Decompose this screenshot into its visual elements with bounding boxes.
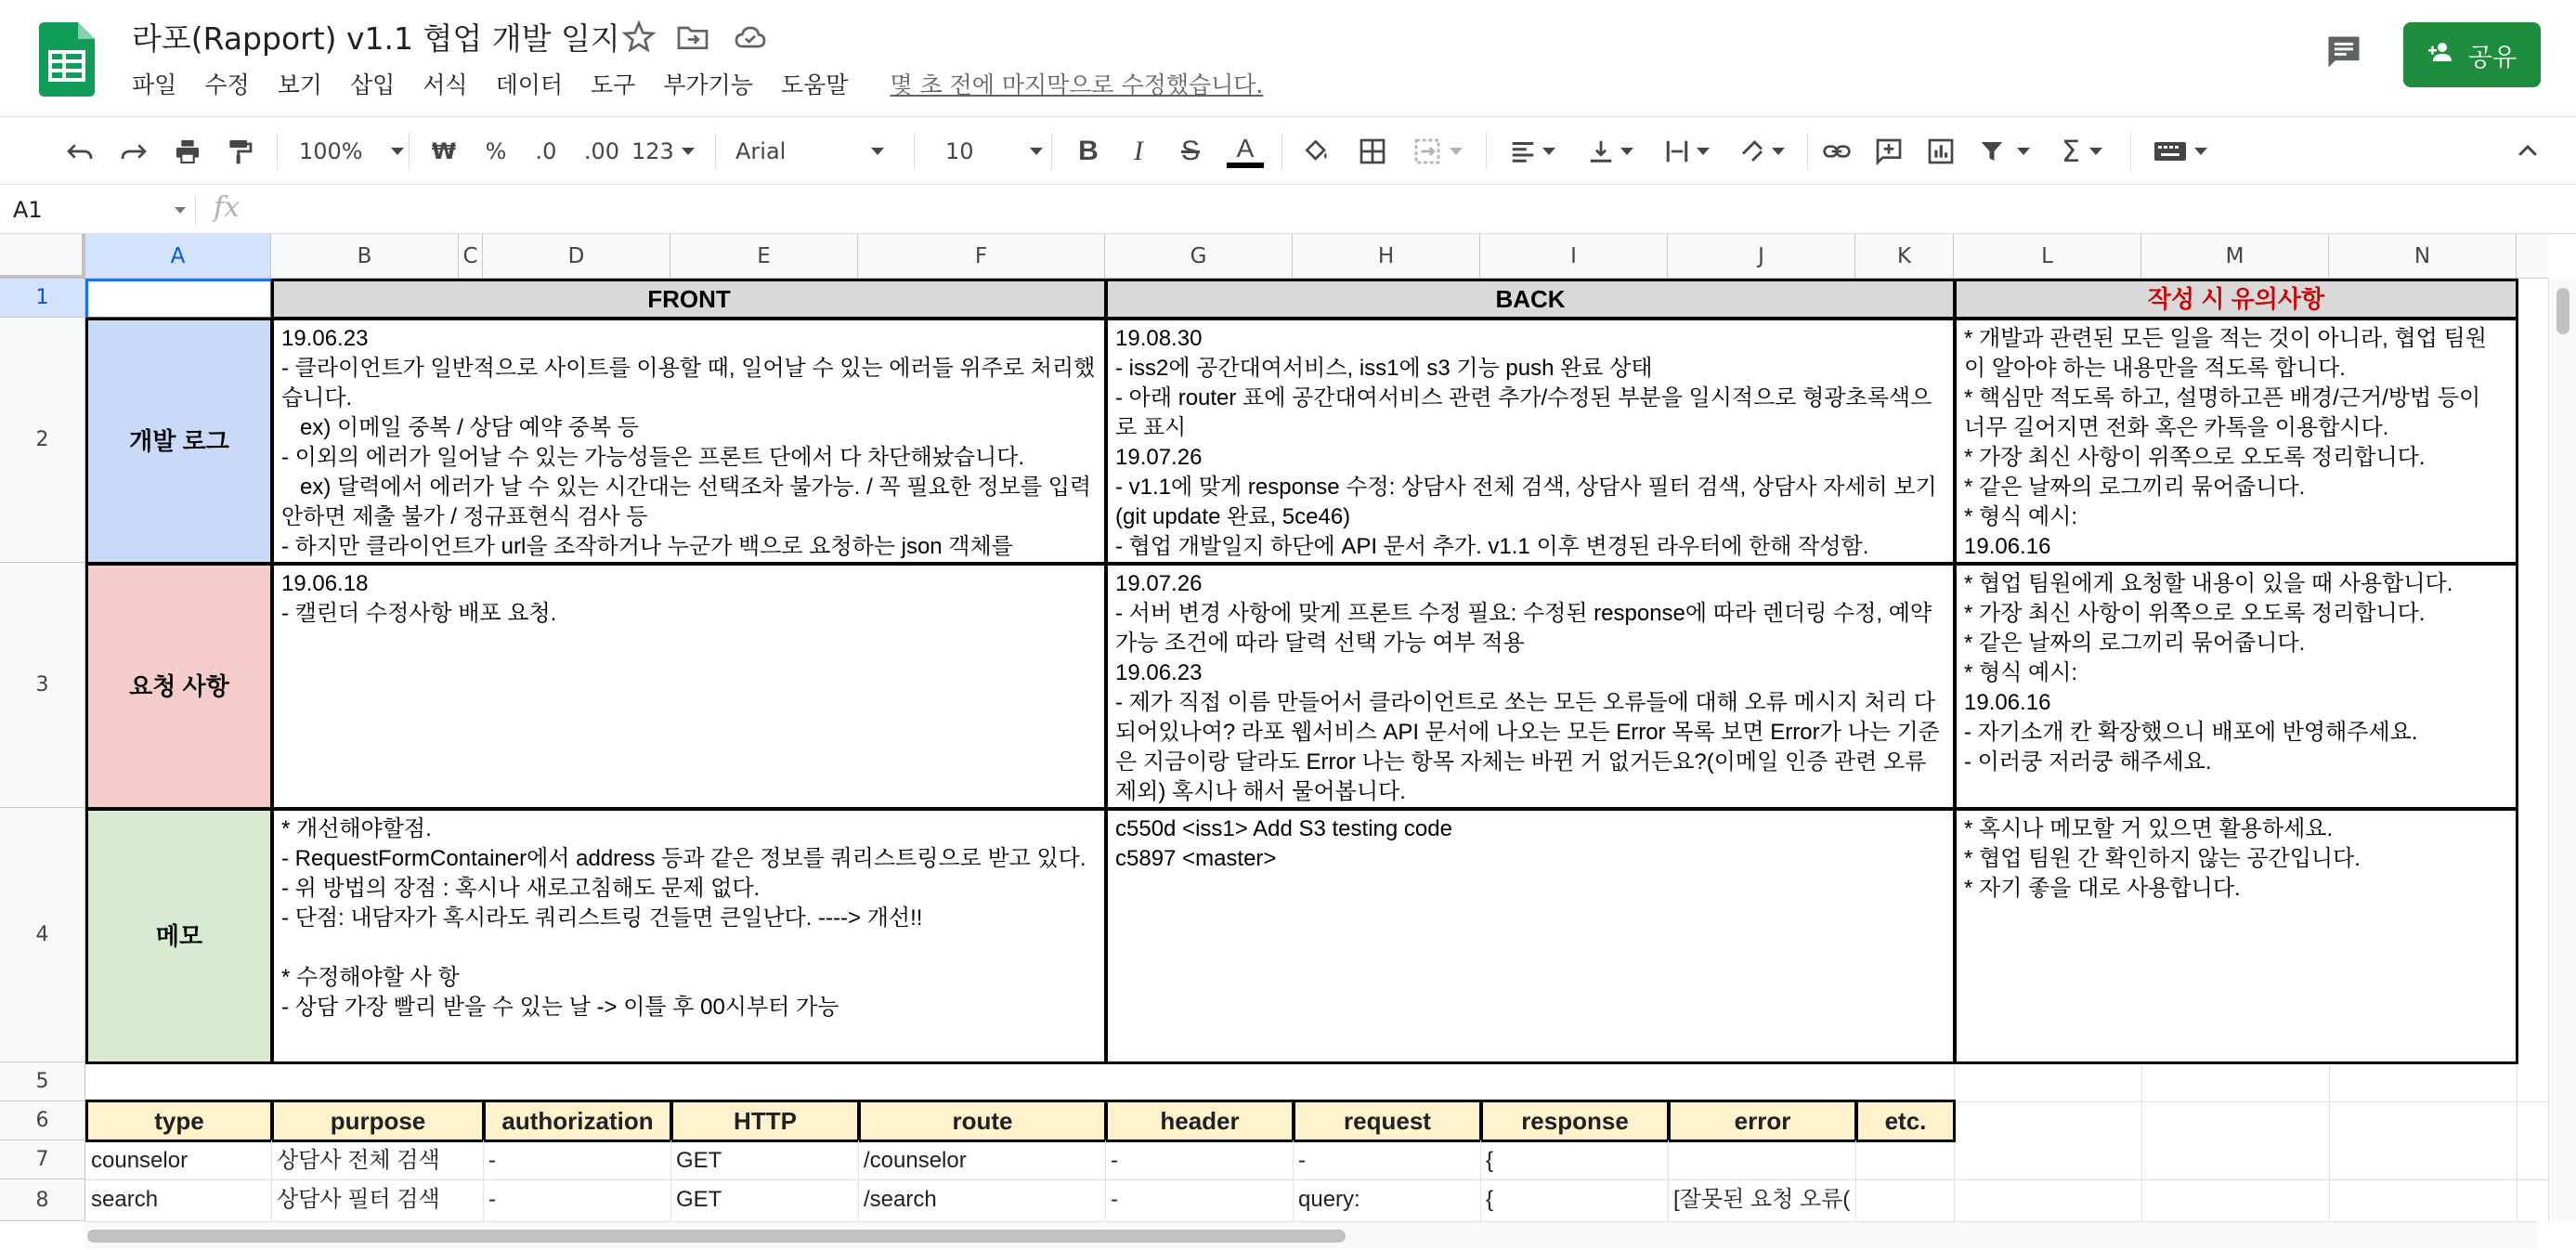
font-family-select[interactable] xyxy=(735,131,884,172)
borders-icon[interactable] xyxy=(1354,131,1391,172)
row-header-5[interactable]: 5 xyxy=(0,1062,85,1101)
api-cell[interactable]: 상담사 필터 검색 xyxy=(277,1187,440,1212)
api-cell[interactable]: - xyxy=(1111,1187,1118,1212)
column-header-l[interactable]: L xyxy=(1954,234,2141,279)
text-line: 19.07.26 xyxy=(1115,571,1203,596)
requests-back[interactable] xyxy=(1105,563,1956,810)
menu-edit[interactable]: 수정 xyxy=(204,72,250,98)
memo-notes[interactable] xyxy=(1954,808,2518,1064)
text-line: * 같은 날짜의 로그끼리 묶어줍니다. xyxy=(1964,631,2306,656)
row-header-6[interactable]: 6 xyxy=(0,1101,85,1140)
api-cell[interactable]: { xyxy=(1486,1187,1494,1212)
text-line: c550d <iss1> Add S3 testing code xyxy=(1115,816,1452,841)
percent-format-button[interactable]: % xyxy=(485,138,507,164)
chevron-down-icon xyxy=(2089,148,2102,155)
dev-log-notes[interactable] xyxy=(1954,318,2518,565)
text-line: - 서버 변경 사항에 맞게 프론트 수정 필요: 수정된 response에 따라 렌더링 수정, 예약 가능 조건에 따라 달력 선택 가능 여부 적용 xyxy=(1115,601,1938,656)
text-line: * 개선해야할점. xyxy=(281,816,432,841)
column-header-f[interactable]: F xyxy=(858,234,1105,279)
vertical-align-icon[interactable] xyxy=(1582,131,1638,172)
text-rotation-icon[interactable] xyxy=(1731,131,1792,172)
api-header-etc[interactable]: etc. xyxy=(1855,1100,1956,1142)
text-line: * 가장 최신 사항이 위쪽으로 오도록 정리합니다. xyxy=(1964,601,2426,626)
text-wrap-icon[interactable] xyxy=(1659,131,1714,172)
text-line: 19.06.16 xyxy=(1964,534,2051,559)
horizontal-scrollbar[interactable] xyxy=(85,1221,2537,1249)
text-line: * 개발과 관련된 모든 일을 적는 것이 아니라, 협업 팀원이 알아야 하는 내용만을 적도록 합니다. xyxy=(1964,326,2487,381)
text-line: ex) 이메일 중복 / 상담 예약 중복 등 xyxy=(281,415,639,440)
cell-a1-selected[interactable] xyxy=(85,279,273,319)
menu-insert[interactable]: 삽입 xyxy=(349,72,396,98)
text-line: - 위 방법의 장점 : 혹시나 새로고침해도 문제 없다. xyxy=(281,876,761,901)
menu-tools[interactable]: 도구 xyxy=(591,72,636,98)
text-line: ex) 달력에서 에러가 날 수 있는 시간대는 선택조차 불가능. / 꼭 필요한 정보를 입력 안하면 제출 불가 / 정규표현식 검사 등 xyxy=(281,475,1098,529)
text-line: 19.06.23 xyxy=(1115,660,1203,685)
chevron-down-icon xyxy=(871,148,884,155)
last-edit-link[interactable]: 몇 초 전에 마지막으로 수정했습니다. xyxy=(890,72,1264,98)
zoom-select[interactable] xyxy=(299,131,404,172)
chevron-down-icon xyxy=(1542,148,1555,155)
row-header-3[interactable]: 3 xyxy=(0,563,85,808)
chevron-down-icon xyxy=(175,207,186,214)
chevron-down-icon xyxy=(1697,148,1710,155)
column-header-m[interactable]: M xyxy=(2141,234,2329,279)
sheets-logo-icon[interactable] xyxy=(39,22,95,97)
api-cell[interactable]: - xyxy=(1111,1148,1118,1173)
text-line: * 수정해야할 사 항 xyxy=(281,965,460,990)
row-header-4[interactable]: 4 xyxy=(0,808,85,1062)
menu-addons[interactable]: 부가기능 xyxy=(663,72,753,98)
chevron-down-icon xyxy=(2017,148,2030,155)
api-cell[interactable]: counselor xyxy=(91,1148,189,1173)
text-line: - 이외의 에러가 일어날 수 있는 가능성들은 프론트 단에서 다 차단해놨습니다. xyxy=(281,445,1025,470)
text-line: 19.07.26 xyxy=(1115,445,1203,470)
api-header-header[interactable]: header xyxy=(1105,1100,1295,1142)
column-header-e[interactable]: E xyxy=(670,234,858,279)
text-line: - 자기소개 칸 확장했으니 배포에 반영해주세요. xyxy=(1964,720,2418,745)
insert-link-icon[interactable] xyxy=(1818,131,1855,172)
text-line: 19.06.18 xyxy=(281,571,369,596)
column-header-j[interactable]: J xyxy=(1668,234,1855,279)
row-header-7[interactable]: 7 xyxy=(0,1140,85,1179)
redo-icon[interactable] xyxy=(113,131,154,172)
text-line: 19.06.16 xyxy=(1964,690,2051,715)
column-header-b[interactable]: B xyxy=(271,234,459,279)
api-cell[interactable]: query: xyxy=(1298,1187,1360,1212)
toolbar xyxy=(0,118,2576,185)
text-line: - 협업 개발일지 하단에 API 문서 추가. v1.1 이후 변경된 라우터에 한해 작성함. xyxy=(1115,534,1869,559)
text-line: - 하지만 클라이언트가 url을 조작하거나 누군가 백으로 요청하는 json 객체를 xyxy=(281,534,1013,559)
text-line: - 캘린더 수정사항 배포 요청. xyxy=(281,601,557,626)
cell-reference: A1 xyxy=(13,197,43,223)
menu-bar xyxy=(132,67,1263,104)
more-formats-select[interactable] xyxy=(631,131,695,172)
api-cell[interactable]: - xyxy=(488,1148,496,1173)
horizontal-scroll-thumb[interactable] xyxy=(87,1230,1346,1243)
more-formats-label: 123 xyxy=(631,138,674,164)
row-header-1[interactable]: 1 xyxy=(0,279,85,318)
share-button[interactable] xyxy=(2403,22,2541,87)
zoom-value: 100% xyxy=(299,138,363,164)
formula-bar xyxy=(0,186,2576,234)
strikethrough-icon[interactable]: S xyxy=(1180,136,1200,166)
bold-icon[interactable]: B xyxy=(1078,136,1099,166)
insert-comment-icon[interactable] xyxy=(1870,131,1907,172)
text-line xyxy=(281,933,1097,963)
chevron-down-icon xyxy=(2194,148,2207,155)
app-header xyxy=(0,0,2576,117)
text-line: * 가장 최신 사항이 위쪽으로 오도록 정리합니다. xyxy=(1964,445,2426,470)
vertical-scroll-thumb[interactable] xyxy=(2556,288,2569,334)
column-header-k[interactable]: K xyxy=(1855,234,1954,279)
text-line: * 형식 예시: xyxy=(1964,504,2078,529)
api-header-purpose[interactable]: purpose xyxy=(271,1100,485,1142)
text-color-icon[interactable]: A xyxy=(1224,131,1267,172)
label-requests[interactable]: 요청 사항 xyxy=(85,563,273,810)
front-header[interactable]: FRONT xyxy=(271,279,1107,319)
cloud-status-icon[interactable] xyxy=(732,19,769,56)
font-size-select[interactable] xyxy=(945,131,1043,172)
column-header-c[interactable]: C xyxy=(459,234,483,279)
text-line: - 제가 직접 이름 만들어서 클라이언트로 쏘는 모든 오류들에 대해 오류 메시지 처리 다 되어있나여? 라포 웹서비스 API 문서에 나오는 모든 Error 목록 보면 Error가 나는 기준은 지금이랑 달라도 Error 나는 항목 자체는 바뀐 거 없거든요?(이메일 인증 관련 오류 제외) 혹시나 해서 물어봅니다. xyxy=(1115,690,1942,804)
api-header-http[interactable]: HTTP xyxy=(670,1100,860,1142)
document-title[interactable]: 라포(Rapport) v1.1 협업 개발 일지 xyxy=(132,20,620,57)
api-cell[interactable]: GET xyxy=(676,1148,722,1173)
label-memo[interactable]: 메모 xyxy=(85,808,273,1064)
text-line: * 핵심만 적도록 하고, 설명하고픈 배경/근거/방법 등이 너무 길어지면 전화 혹은 카톡을 이용합시다. xyxy=(1964,385,2487,440)
text-line: - v1.1에 맞게 response 수정: 상담사 전체 검색, 상담사 필터 검색, 상담사 자세히 보기(git update 완료, 5ce46) xyxy=(1115,475,1937,529)
share-label: 공유 xyxy=(2467,43,2517,72)
memo-front[interactable] xyxy=(271,808,1107,1064)
text-line: * 협업 팀원에게 요청할 내용이 있을 때 사용합니다. xyxy=(1964,571,2453,596)
column-header-h[interactable]: H xyxy=(1293,234,1480,279)
filter-icon[interactable] xyxy=(1976,131,2032,172)
chevron-down-icon xyxy=(1450,148,1463,155)
select-all-corner[interactable] xyxy=(0,234,85,279)
text-line: - iss2에 공간대여서비스, iss1에 s3 기능 push 완료 상태 xyxy=(1115,356,1653,381)
chevron-down-icon xyxy=(1030,148,1043,155)
dev-log-front[interactable] xyxy=(271,318,1107,565)
font-size-value: 10 xyxy=(945,138,974,164)
dev-log-back[interactable] xyxy=(1105,318,1956,565)
text-line: - 상담 가장 빨리 받을 수 있는 날 -> 이틀 후 00시부터 가능 xyxy=(281,995,839,1020)
chevron-down-icon xyxy=(1772,148,1785,155)
chevron-down-icon xyxy=(682,148,695,155)
requests-front[interactable] xyxy=(271,563,1107,810)
column-header-d[interactable]: D xyxy=(483,234,670,279)
text-line: c5897 <master> xyxy=(1115,846,1277,871)
memo-back[interactable] xyxy=(1105,808,1956,1064)
api-cell[interactable]: search xyxy=(91,1187,159,1212)
decrease-decimal-button[interactable]: .0 xyxy=(535,138,557,164)
increase-decimal-button[interactable]: .00 xyxy=(583,138,620,164)
text-line: 19.08.30 xyxy=(1115,326,1203,351)
column-header-filler xyxy=(2517,234,2548,279)
requests-notes[interactable] xyxy=(1954,563,2518,810)
api-cell[interactable]: /counselor xyxy=(864,1148,967,1173)
api-header-type[interactable]: type xyxy=(85,1100,273,1142)
formula-input[interactable] xyxy=(271,191,2556,228)
text-line: - 아래 router 표에 공간대여서비스 관련 추가/수정된 부분을 일시적으로 형광초록색으로 표시 xyxy=(1115,385,1932,440)
chevron-down-icon xyxy=(1620,148,1633,155)
name-box[interactable] xyxy=(13,193,180,227)
spreadsheet-grid xyxy=(0,234,2576,1250)
print-icon[interactable] xyxy=(167,131,208,172)
paint-format-icon[interactable] xyxy=(219,131,260,172)
text-line: * 형식 예시: xyxy=(1964,660,2078,685)
italic-icon[interactable]: I xyxy=(1134,136,1143,166)
column-header-a[interactable]: A xyxy=(85,234,271,279)
text-line: - 이러쿵 저러쿵 해주세요. xyxy=(1964,749,2212,775)
text-line: * 협업 팀원 간 확인하지 않는 공간입니다. xyxy=(1964,846,2361,871)
api-cell[interactable]: GET xyxy=(676,1187,722,1212)
chevron-down-icon xyxy=(391,148,404,155)
api-cell[interactable]: 상담사 전체 검색 xyxy=(277,1148,440,1173)
add-person-icon xyxy=(2427,41,2455,70)
api-cell[interactable]: [잘못된 요청 오류( xyxy=(1673,1187,1851,1212)
functions-icon[interactable]: Σ xyxy=(2054,131,2110,172)
api-header-request[interactable]: request xyxy=(1293,1100,1482,1142)
menu-view[interactable]: 보기 xyxy=(277,72,322,98)
menu-file[interactable]: 파일 xyxy=(132,72,177,98)
api-header-error[interactable]: error xyxy=(1668,1100,1857,1142)
column-header-i[interactable]: I xyxy=(1480,234,1668,279)
row-header-2[interactable]: 2 xyxy=(0,318,85,563)
text-line: 19.06.23 xyxy=(281,326,369,351)
row-header-8[interactable]: 8 xyxy=(0,1179,85,1221)
label-dev-log[interactable]: 개발 로그 xyxy=(85,318,273,565)
menu-format[interactable]: 서식 xyxy=(423,72,468,98)
move-folder-icon[interactable] xyxy=(674,19,711,56)
api-cell[interactable]: - xyxy=(488,1187,496,1212)
undo-icon[interactable] xyxy=(59,131,100,172)
api-cell[interactable]: - xyxy=(1298,1148,1306,1173)
currency-format-button[interactable]: ₩ xyxy=(431,138,457,164)
fx-icon: fx xyxy=(214,191,241,224)
fill-color-icon[interactable] xyxy=(1298,131,1335,172)
notes-header[interactable]: 작성 시 유의사항 xyxy=(1954,279,2518,319)
menu-data[interactable]: 데이터 xyxy=(495,72,564,98)
text-line: - RequestFormContainer에서 address 등과 같은 정보를 쿼리스트링으로 받고 있다. xyxy=(281,846,1086,871)
column-header-g[interactable]: G xyxy=(1105,234,1293,279)
menu-help[interactable]: 도움말 xyxy=(780,72,849,98)
api-header-response[interactable]: response xyxy=(1480,1100,1670,1142)
input-tools-icon[interactable] xyxy=(2151,131,2210,172)
api-cell[interactable]: { xyxy=(1486,1148,1494,1173)
back-header[interactable]: BACK xyxy=(1105,279,1956,319)
text-line: * 혹시나 메모할 거 있으면 활용하세요. xyxy=(1964,816,2334,841)
text-line: * 같은 날짜의 로그끼리 묶어줍니다. xyxy=(1964,475,2306,500)
star-icon[interactable] xyxy=(620,19,657,56)
text-line: - 단점: 내담자가 혹시라도 쿼리스트링 건들면 큰일난다. ----> 개선!! xyxy=(281,905,923,931)
comment-history-icon[interactable] xyxy=(2323,32,2364,72)
horizontal-align-icon[interactable] xyxy=(1504,131,1560,172)
text-line: * 자기 좋을 대로 사용합니다. xyxy=(1964,876,2241,901)
api-cell[interactable]: /search xyxy=(864,1187,937,1212)
insert-chart-icon[interactable] xyxy=(1922,131,1959,172)
vertical-scrollbar[interactable] xyxy=(2548,279,2576,1221)
text-line: - 클라이언트가 일반적으로 사이트를 이용할 때, 일어날 수 있는 에러들 위주로 처리했습니다. xyxy=(281,356,1096,410)
font-family-value: Arial xyxy=(735,138,787,164)
collapse-menus-icon[interactable] xyxy=(2507,131,2548,172)
merge-cells-icon[interactable] xyxy=(1408,131,1467,172)
column-header-n[interactable]: N xyxy=(2329,234,2517,279)
api-header-route[interactable]: route xyxy=(858,1100,1107,1142)
api-header-authorization[interactable]: authorization xyxy=(483,1100,672,1142)
